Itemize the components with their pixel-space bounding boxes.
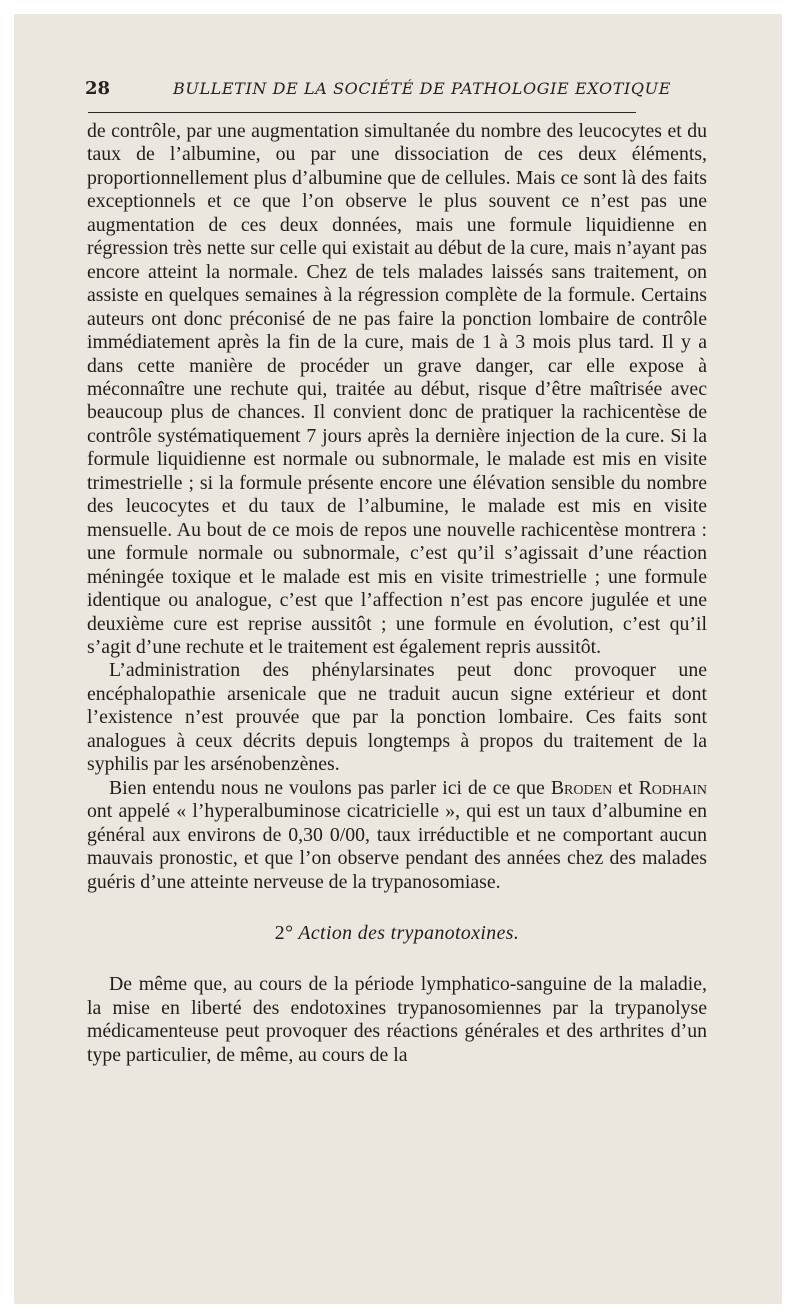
section-title: Action des trypanotoxines. <box>298 921 520 944</box>
author-name-rodhain: Rodhain <box>638 776 707 799</box>
running-title: BULLETIN DE LA SOCIÉTÉ DE PATHOLOGIE EXOTIQUE <box>173 79 671 98</box>
paragraph-3-conjunction: et <box>618 776 633 799</box>
paragraph-2: L’administration des phénylarsinates peut donc provoquer une encéphalopathie arsenicale que ne traduit aucun signe extérieur et dont l’existence n’est prouvée que par la ponction lombaire. Ces faits sont analogues à ceux décrits depuis longtemps à propos du traitement de la syphilis par les arsénobenzènes. <box>87 659 707 776</box>
paragraph-3-start: Bien entendu nous ne voulons pas parler ici de ce que <box>109 776 545 799</box>
header-rule <box>88 112 636 113</box>
article-body <box>87 120 707 1067</box>
section-number: 2° <box>274 921 294 944</box>
paragraph-1: de contrôle, par une augmentation simultanée du nombre des leucocytes et du taux de l’albumine, ou par une dissociation de ces deux éléments, proportionnellement plus d’albumine que de cellules. Mais ce sont là des faits exceptionnels et ce que l’on observe le plus souvent ce n’est pas une augmentation de ces deux données, mais une formule liquidienne en régression très nette sur celle qui existait au début de la cure, mais n’ayant pas encore atteint la normale. Chez de tels malades laissés sans traitement, on assiste en quelques semaines à la régression complète de la formule. Certains auteurs ont donc préconisé de ne pas faire la ponction lombaire de contrôle immédiatement après la fin de la cure, mais de 1 à 3 mois plus tard. Il y a dans cette manière de procéder un grave danger, car elle expose à méconnaître une rechute qui, traitée au début, risque d’être maîtrisée avec beaucoup plus de chances. Il convient donc de pratiquer la rachicentèse de contrôle systématiquement 7 jours après la dernière injection de la cure. Si la formule liquidienne est normale ou subnormale, le malade est mis en visite trimestrielle ; si la formule présente encore une élévation sensible du nombre des leucocytes et du taux de l’albumine, le malade est mis en visite mensuelle. Au bout de ce mois de repos une nouvelle rachicentèse montrera : une formule normale ou subnormale, c’est qu’il s’agissait d’une réaction méningée toxique et le malade est mis en visite trimestrielle ; une formule identique ou analogue, c’est que l’affection n’est pas encore jugulée et une deuxième cure est reprise aussitôt ; une formule en évolution, c’est qu’il s’agit d’une rechute et le traitement est également repris aussitôt. <box>87 120 707 658</box>
section-heading <box>87 922 707 945</box>
page-number: 28 <box>85 78 111 99</box>
author-name-broden: Broden <box>550 776 613 799</box>
page-header <box>85 76 707 102</box>
paragraph-4: De même que, au cours de la période lymphatico-sanguine de la maladie, la mise en liberté des endotoxines trypanosomiennes par la trypanolyse médicamenteuse peut provoquer des réactions générales et des arthrites d’un type particulier, de même, au cours de la <box>87 973 707 1066</box>
paragraph-3-rest: ont appelé « l’hyperalbuminose cicatricielle », qui est un taux d’albumine en général aux environs de 0,30 0/00, taux irréductible et ne comportant aucun mauvais pronostic, et que l’on observe pendant des années chez des malades guéris d’une atteinte nerveuse de la trypanosomiase. <box>87 800 707 893</box>
paragraph-3 <box>87 777 707 894</box>
